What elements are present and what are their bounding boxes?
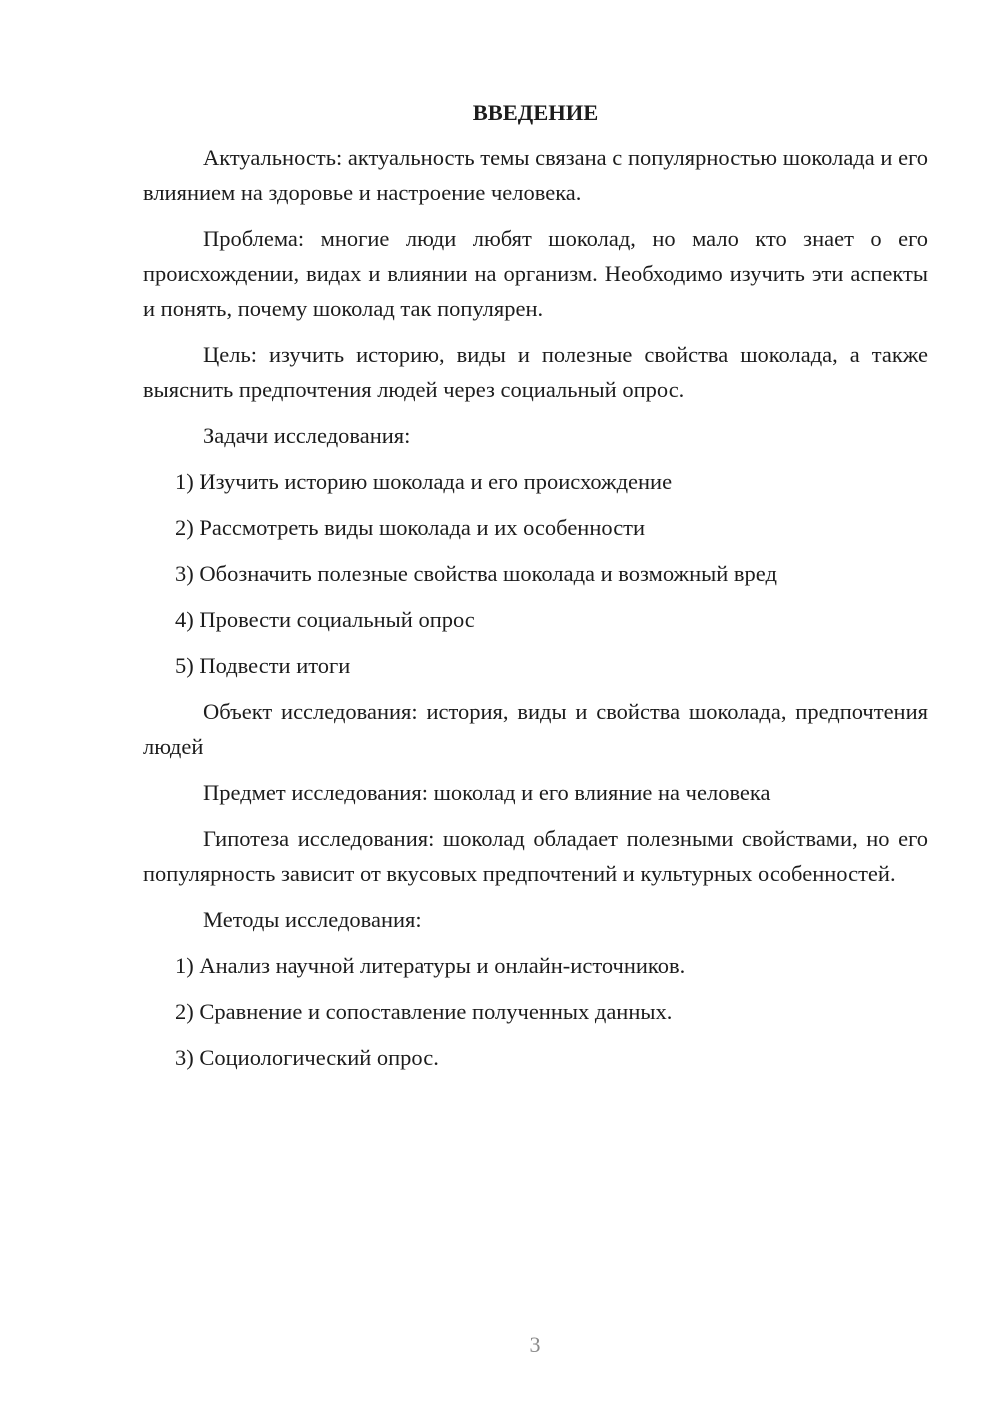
page-content <box>143 95 928 1086</box>
task-item-4: 4) Провести социальный опрос <box>175 607 475 632</box>
relevance-paragraph: Актуальность: актуальность темы связана с популярностью шоколада и его влиянием на здоровье и настроение человека. <box>143 145 928 205</box>
section-title: ВВЕДЕНИЕ <box>472 100 599 125</box>
hypothesis-paragraph: Гипотеза исследования: шоколад обладает полезными свойствами, но его популярность зависит от вкусовых предпочтений и культурных особенностей. <box>143 826 928 886</box>
method-item-3: 3) Социологический опрос. <box>175 1045 439 1070</box>
task-item-2: 2) Рассмотреть виды шоколада и их особенности <box>175 515 646 540</box>
task-item-5: 5) Подвести итоги <box>175 653 351 678</box>
task-item-1: 1) Изучить историю шоколада и его происхождение <box>175 469 673 494</box>
goal-paragraph: Цель: изучить историю, виды и полезные свойства шоколада, а также выяснить предпочтения людей через социальный опрос. <box>143 342 928 402</box>
methods-list <box>143 948 928 1075</box>
tasks-heading: Задачи исследования: <box>203 423 411 448</box>
task-item-3: 3) Обозначить полезные свойства шоколада и возможный вред <box>175 561 777 586</box>
method-item-1: 1) Анализ научной литературы и онлайн-источников. <box>175 953 686 978</box>
tasks-list <box>143 464 928 683</box>
subject-paragraph: Предмет исследования: шоколад и его влияние на человека <box>203 780 771 805</box>
problem-paragraph: Проблема: многие люди любят шоколад, но мало кто знает о его происхождении, видах и влиянии на организм. Необходимо изучить эти аспекты и понять, почему шоколад так популярен. <box>143 226 928 321</box>
object-paragraph: Объект исследования: история, виды и свойства шоколада, предпочтения людей <box>143 699 928 759</box>
methods-heading: Методы исследования: <box>203 907 422 932</box>
page-number: 3 <box>529 1332 541 1357</box>
method-item-2: 2) Сравнение и сопоставление полученных данных. <box>175 999 673 1024</box>
